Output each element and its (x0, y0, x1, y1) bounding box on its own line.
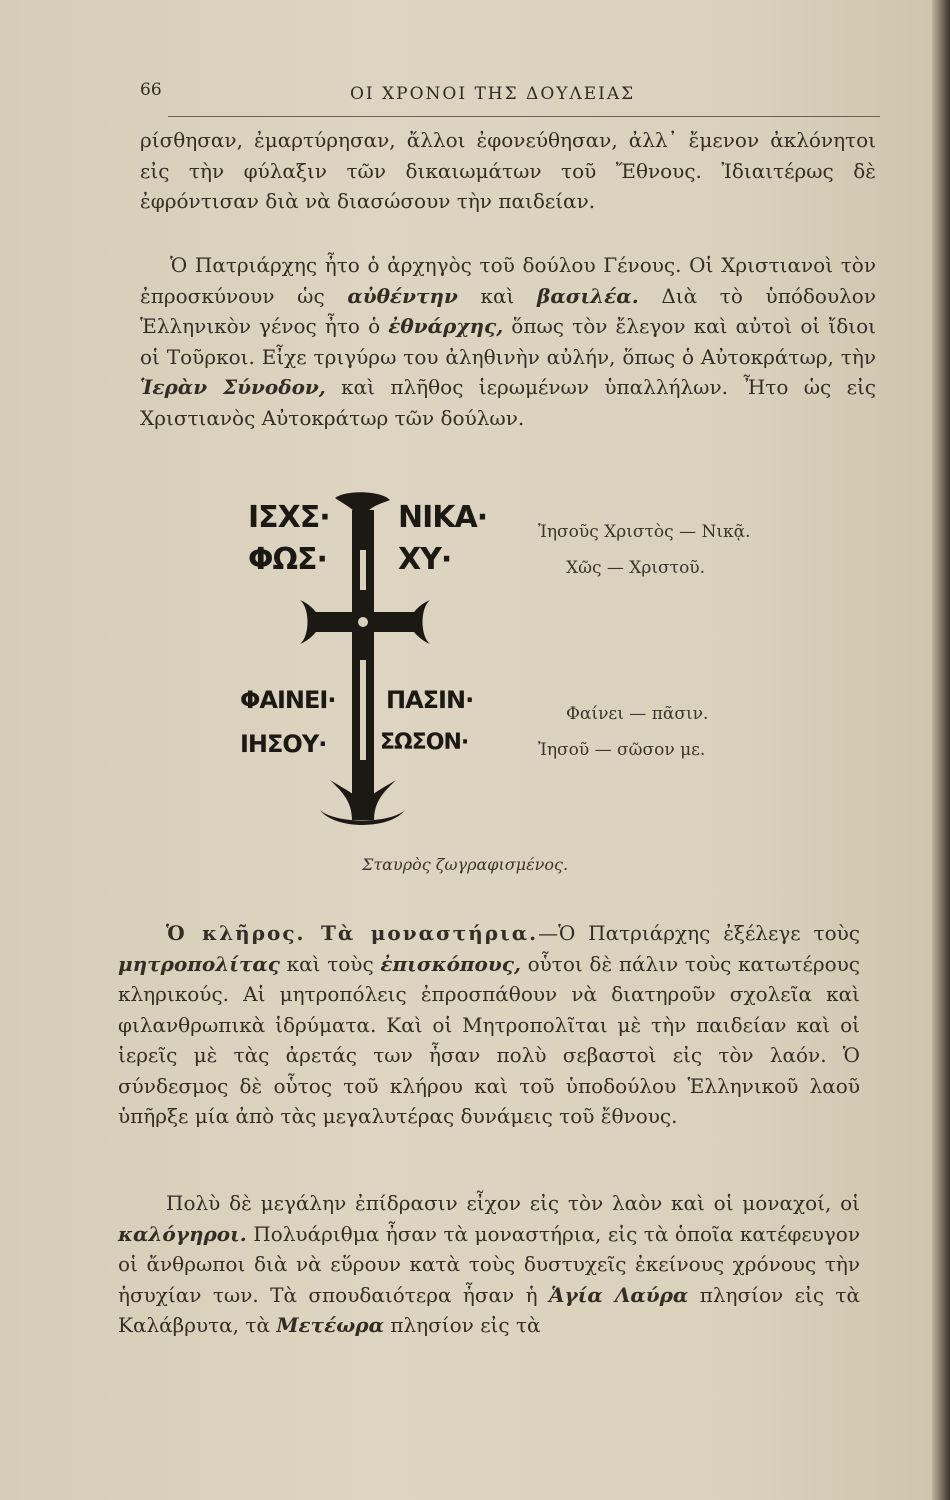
inscription-third-left: ΦΑΙΝΕΙ· (240, 686, 336, 714)
emphasis-agia-lavra: Ἁγία Λαύρα (549, 1282, 689, 1307)
emphasis-episkopous: ἐπισκόπους, (380, 951, 521, 976)
painted-cross-figure (240, 490, 490, 840)
text: πλησίον εἰς τὰ (383, 1313, 541, 1337)
gloss-4: Ἰησοῦ — σῶσον με. (538, 740, 706, 760)
figure-caption: Σταυρὸς ζωγραφισμένος. (362, 855, 569, 874)
page-number: 66 (140, 80, 162, 100)
paragraph-2 (140, 250, 876, 433)
section-heading: Ὁ κλῆρος. Τὰ μοναστήρια. (166, 921, 539, 945)
inscription-top-right: ΝΙΚΑ· (398, 500, 488, 535)
inscription-second-left: ΦΩΣ· (248, 542, 327, 577)
emphasis-meteora: Μετέωρα (276, 1313, 384, 1337)
text: καὶ (457, 283, 538, 308)
page-header (140, 72, 880, 112)
gloss-3: Φαίνει — πᾶσιν. (566, 704, 709, 724)
paragraph-1: ρίσθησαν, ἐμαρτύρησαν, ἄλλοι ἐφονεύθησαν, ἀλλ᾽ ἔμενον ἀκλόνητοι εἰς τὴν φύλαξιν τῶν δικαιωμάτων τοῦ Ἔθνους. Ἰδιαιτέρως δὲ ἐφρόντισαν διὰ νὰ διασώσουν τὴν παιδείαν. (140, 128, 876, 213)
inscription-bottom-left: ΙΗΣΟΥ· (240, 730, 327, 758)
paragraph-4 (118, 1188, 860, 1341)
paragraph-3 (118, 918, 860, 1132)
inscription-bottom-right: ΣΩΣΟΝ· (380, 730, 469, 755)
inscription-second-right: ΧΥ· (398, 542, 452, 577)
emphasis-mitropolitas: μητροπολίτας (118, 951, 280, 976)
inscription-top-left: ΙΣΧΣ· (248, 500, 330, 535)
text: Διὰ τὸ ὑπόδουλον Ἑλληνικὸν γένος ἦτο ὁ (140, 283, 876, 338)
text: ὅπως τὸν ἔλεγον καὶ αὐτοὶ οἱ ἴδιοι οἱ Τοῦρκοι. Εἶχε τριγύρω του ἀληθινὴν αὐλήν, ὅπως ὁ Αὐτοκράτωρ, τὴν (140, 314, 876, 369)
text: καὶ τοὺς (279, 951, 381, 976)
text: καὶ πλῆθος ἱερωμένων ὑπαλλήλων. Ἦτο ὡς εἰς Χριστιανὸς Αὐτοκράτωρ τῶν δούλων. (140, 375, 876, 430)
header-rule (168, 116, 880, 117)
emphasis-kalogeroi: καλόγηροι. (118, 1221, 247, 1246)
text: Πολὺ δὲ μεγάλην ἐπίδρασιν εἶχον εἰς τὸν λαὸν καὶ οἱ μοναχοί, οἱ (166, 1191, 860, 1215)
emphasis-basilea: βασιλέα. (537, 283, 639, 308)
running-title: ΟΙ ΧΡΟΝΟΙ ΤΗΣ ΔΟΥΛΕΙΑΣ (350, 84, 636, 104)
emphasis-iera-synodos: Ἱερὰν Σύνοδον, (140, 375, 326, 399)
gloss-1: Ἰησοῦς Χριστὸς — Νικᾷ. (538, 522, 751, 542)
emphasis-authentes: αὐθέντην (347, 283, 458, 308)
gloss-2: Χῶς — Χριστοῦ. (566, 558, 706, 578)
emphasis-ethnarches: ἐθνάρχης, (388, 314, 504, 338)
book-binding-edge (932, 0, 950, 1500)
text: οὗτοι δὲ πάλιν τοὺς κατωτέρους κληρικούς. Αἱ μητροπόλεις ἐπροσπάθουν νὰ διατηροῦν σχολεῖα καὶ φιλανθρωπικὰ ἱδρύματα. Καὶ οἱ Μητροπολῖται μὲ τὴν παιδείαν καὶ οἱ ἱερεῖς μὲ τὰς ἀρετάς των ἦσαν πολὺ σεβαστοὶ εἰς τὸν λαόν. Ὁ σύνδεσμος δὲ οὗτος τοῦ κλήρου καὶ τοῦ ὑποδούλου Ἑλληνικοῦ λαοῦ ὑπῆρξε μία ἀπὸ τὰς μεγαλυτέρας δυνάμεις τοῦ ἔθνους. (118, 951, 860, 1128)
text: Πολυάριθμα ἦσαν τὰ μοναστήρια, εἰς τὰ ὁποῖα κατέφευγον οἱ ἄνθρωποι διὰ νὰ εὕρουν κατὰ τοὺς δυστυχεῖς ἐκείνους χρόνους τὴν ἡσυχίαν των. Τὰ σπουδαιότερα ἦσαν ἡ (118, 1221, 860, 1307)
text: πλησίον εἰς τὰ Καλάβρυτα, τὰ (118, 1282, 860, 1337)
text: —Ὁ Πατριάρχης ἐξέλεγε τοὺς (538, 921, 860, 945)
text: Ὁ Πατριάρχης ἦτο ὁ ἀρχηγὸς τοῦ δούλου Γένους. Οἱ Χριστιανοὶ τὸν ἐπροσκύνουν ὡς (140, 253, 876, 308)
inscription-third-right: ΠΑΣΙΝ· (386, 686, 474, 714)
